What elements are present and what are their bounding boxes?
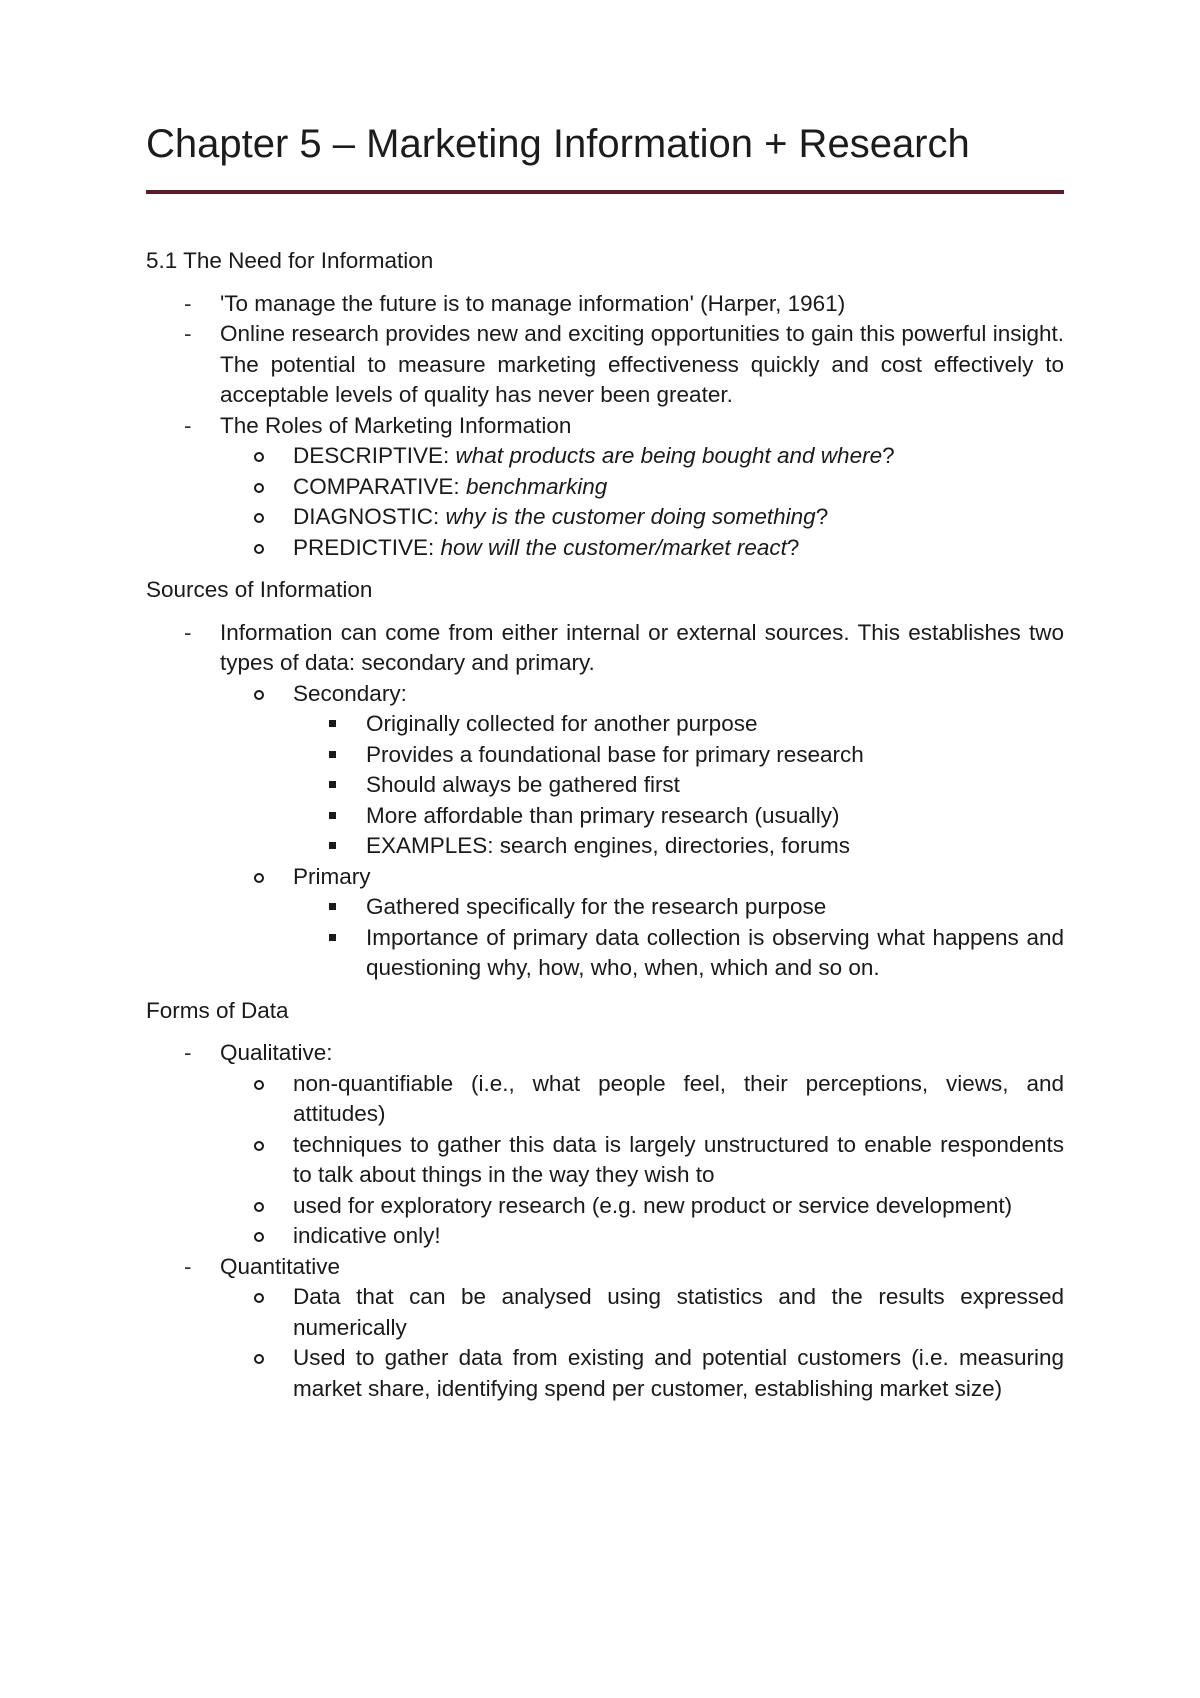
dash-marker: - — [184, 1253, 192, 1279]
role-item: COMPARATIVE: benchmarking — [220, 472, 1064, 503]
role-item: DESCRIPTIVE: what products are being bought and where? — [220, 441, 1064, 472]
list-item: - Quantitative Data that can be analysed using statistics and the results expressed numerically Used to gather data from existing and potential customers (i.e. measuring market share, identifying spend per customer, establishing market size) — [146, 1252, 1064, 1405]
circle-bullet-icon — [254, 513, 264, 523]
list-item: Primary Gathered specifically for the research purpose Importance of primary data collection is observing what happens and questioning why, how, who, when, which and so on. — [220, 862, 1064, 984]
list-item: used for exploratory research (e.g. new product or service development) — [220, 1191, 1064, 1222]
section-heading-forms: Forms of Data — [146, 997, 289, 1023]
list-item: indicative only! — [220, 1221, 1064, 1252]
need-list — [146, 289, 1064, 564]
circle-bullet-icon — [254, 1141, 264, 1151]
list-item: non-quantifiable (i.e., what people feel, their perceptions, views, and attitudes) — [220, 1069, 1064, 1130]
circle-bullet-icon — [254, 873, 264, 883]
list-item: - Qualitative: non-quantifiable (i.e., what people feel, their perceptions, views, and attitudes) techniques to gather this data is largely unstructured to enable respondents to talk about things in the way they wish to used for exploratory research (e.g. new product or service development) indicative only! — [146, 1038, 1064, 1252]
document-body — [146, 246, 1064, 1404]
quantitative-list — [220, 1282, 1064, 1404]
dash-marker: - — [184, 290, 192, 316]
list-item: More affordable than primary research (usually) — [293, 801, 1064, 832]
square-bullet-icon — [329, 751, 336, 758]
roles-list — [220, 441, 1064, 563]
dash-marker: - — [184, 619, 192, 645]
title-underline — [146, 190, 1064, 194]
circle-bullet-icon — [254, 483, 264, 493]
list-item: - The Roles of Marketing Information DESCRIPTIVE: what products are being bought and where? COMPARATIVE: benchmarking DIAGNOSTIC: why is the customer doing something? PREDICTIVE: how will the customer/market react? — [146, 411, 1064, 564]
page-title: Chapter 5 – Marketing Information + Research — [146, 122, 970, 166]
section-heading-sources: Sources of Information — [146, 577, 373, 602]
data-types-list — [220, 679, 1064, 984]
list-item: Importance of primary data collection is observing what happens and questioning why, how, who, when, which and so on. — [293, 923, 1064, 984]
square-bullet-icon — [329, 781, 336, 788]
list-item: Provides a foundational base for primary research — [293, 740, 1064, 771]
square-bullet-icon — [329, 720, 336, 727]
list-item: EXAMPLES: search engines, directories, forums — [293, 831, 1064, 862]
square-bullet-icon — [329, 842, 336, 849]
list-item: - Online research provides new and exciting opportunities to gain this powerful insight. The potential to measure marketing effectiveness quickly and cost effectively to acceptable levels of quality has never been greater. — [184, 321, 1064, 407]
list-item: Used to gather data from existing and potential customers (i.e. measuring market share, identifying spend per customer, establishing market size) — [220, 1343, 1064, 1404]
role-item: DIAGNOSTIC: why is the customer doing something? — [220, 502, 1064, 533]
forms-list — [146, 1038, 1064, 1404]
primary-list — [293, 892, 1064, 984]
sources-list — [146, 618, 1064, 984]
circle-bullet-icon — [254, 452, 264, 462]
qualitative-list — [220, 1069, 1064, 1252]
circle-bullet-icon — [254, 690, 264, 700]
circle-bullet-icon — [254, 1232, 264, 1242]
role-item: PREDICTIVE: how will the customer/market react? — [220, 533, 1064, 564]
circle-bullet-icon — [254, 1293, 264, 1303]
circle-bullet-icon — [254, 1202, 264, 1212]
list-item: Data that can be analysed using statistics and the results expressed numerically — [220, 1282, 1064, 1343]
list-item: Secondary: Originally collected for another purpose Provides a foundational base for primary research Should always be gathered first More affordable than primary research (usually) EXAMPLES: search engines, directories, forums — [220, 679, 1064, 862]
square-bullet-icon — [329, 903, 336, 910]
square-bullet-icon — [329, 934, 336, 941]
circle-bullet-icon — [254, 544, 264, 554]
secondary-list — [293, 709, 1064, 862]
list-item: techniques to gather this data is largely unstructured to enable respondents to talk about things in the way they wish to — [220, 1130, 1064, 1191]
circle-bullet-icon — [254, 1354, 264, 1364]
circle-bullet-icon — [254, 1080, 264, 1090]
list-item: Originally collected for another purpose — [293, 709, 1064, 740]
dash-marker: - — [184, 412, 192, 438]
list-item: Should always be gathered first — [293, 770, 1064, 801]
square-bullet-icon — [329, 812, 336, 819]
list-item: Gathered specifically for the research purpose — [293, 892, 1064, 923]
list-item: - 'To manage the future is to manage information' (Harper, 1961) — [146, 289, 1064, 320]
dash-marker: - — [184, 321, 192, 346]
list-item: - Information can come from either internal or external sources. This establishes two types of data: secondary and primary. Secondary: Originally collected for another purpose Provides a foundational base for primary research Should always be gathered first More affordable than primary research (usually) EXAMPLES: search engines, directories, forums Primary Gathered specifically for the research purpose Importance of primary data collection is observing what happens and questioning why, how, who, when, which and so on. — [146, 618, 1064, 984]
dash-marker: - — [184, 1040, 192, 1065]
section-heading-need: 5.1 The Need for Information — [146, 248, 434, 273]
